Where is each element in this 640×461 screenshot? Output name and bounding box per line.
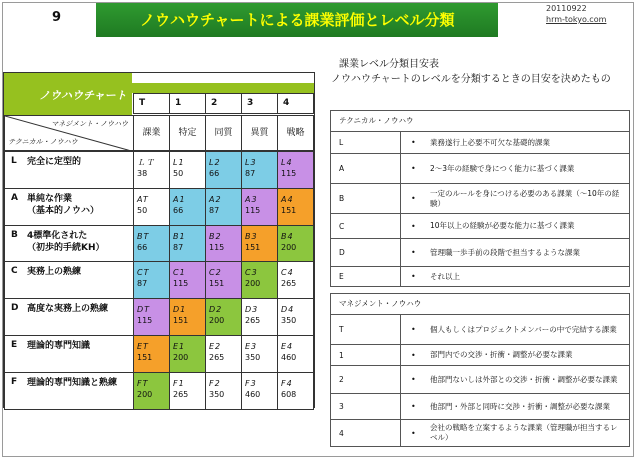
cell-value: 265 <box>173 389 189 399</box>
column-divider <box>400 315 401 344</box>
bullet-icon: • <box>411 375 416 384</box>
matrix-cell <box>169 225 206 263</box>
technical-table-header: テクニカル・ノウハウ <box>331 111 629 132</box>
table-row <box>331 366 629 394</box>
row-name: 単純な作業 （基本的ノウハ） <box>27 193 100 216</box>
matrix-cell <box>133 151 170 189</box>
level-description: 業務遂行上必要不可欠な基礎的課業 <box>430 137 550 147</box>
column-name: 同質 <box>205 115 242 151</box>
column-code: 3 <box>241 93 278 114</box>
right-description: ノウハウチャートのレベルを分類するときの目安を決めたもの <box>331 74 611 85</box>
row-name: 実務上の熟練 <box>27 267 82 278</box>
column-code: 2 <box>205 93 242 114</box>
cell-value: 50 <box>173 169 184 178</box>
matrix-cell <box>241 335 278 373</box>
row-header <box>4 188 134 226</box>
cell-code: D3 <box>245 305 259 315</box>
cell-code: C3 <box>245 268 258 278</box>
matrix-cell <box>205 335 242 373</box>
cell-code: CT <box>137 268 150 278</box>
management-table-header: マネジメント・ノウハウ <box>331 294 629 315</box>
column-code: 1 <box>169 93 206 114</box>
cell-code: L3 <box>245 158 257 167</box>
matrix-cell <box>241 188 278 226</box>
level-description: 10年以上の経験が必要な能力に基づく課業 <box>430 221 575 230</box>
bullet-icon: • <box>411 402 416 411</box>
matrix-cell <box>205 298 242 336</box>
matrix-cell <box>169 261 206 299</box>
row-code: E <box>11 340 18 350</box>
cell-code: F3 <box>245 378 257 388</box>
matrix-cell <box>169 372 206 410</box>
cell-value: 350 <box>245 353 261 362</box>
cell-code: F4 <box>281 378 293 388</box>
bullet-icon: • <box>411 194 416 203</box>
axis-corner-cell <box>4 115 134 151</box>
table-row <box>331 184 629 214</box>
cell-code: DT <box>137 305 151 315</box>
matrix-cell <box>133 225 170 263</box>
cell-value: 50 <box>137 205 148 215</box>
matrix-cell <box>241 151 278 189</box>
chart-title-box <box>4 73 132 117</box>
cell-value: 200 <box>209 316 225 326</box>
row-code: B <box>11 229 18 240</box>
level-description: 他部門ないしは外部との交渉・折衝・調整が必要な課業 <box>430 374 618 384</box>
table-row <box>331 420 629 446</box>
management-level-table <box>330 293 630 447</box>
cell-code: AT <box>137 194 149 204</box>
cell-code: A2 <box>209 194 222 204</box>
row-header <box>4 151 134 189</box>
row-header <box>4 335 134 373</box>
column-divider <box>400 366 401 393</box>
table-row <box>331 239 629 267</box>
matrix-cell <box>241 298 278 336</box>
matrix-cell <box>205 372 242 410</box>
cell-code: A1 <box>173 194 186 204</box>
cell-code: B3 <box>245 231 258 241</box>
level-code: A <box>339 164 345 173</box>
matrix-cell <box>169 188 206 226</box>
bullet-icon: • <box>411 164 416 173</box>
level-code: 2 <box>339 375 344 384</box>
cell-value: 38 <box>137 169 148 178</box>
cell-value: 115 <box>173 279 189 289</box>
bullet-icon: • <box>411 350 416 360</box>
cell-code: F2 <box>209 378 221 388</box>
matrix-cell <box>277 151 314 189</box>
cell-value: 608 <box>281 389 297 399</box>
cell-value: 87 <box>245 169 256 178</box>
table-row <box>331 154 629 184</box>
cell-value: 66 <box>137 242 148 252</box>
matrix-cell <box>133 298 170 336</box>
cell-value: 200 <box>137 389 153 399</box>
level-code: L <box>339 138 344 147</box>
cell-code: BT <box>137 231 150 241</box>
axis-management-label: マネジメント・ノウハウ <box>51 120 128 128</box>
cell-value: 151 <box>173 316 189 326</box>
column-name: 特定 <box>169 115 206 151</box>
level-code: 4 <box>339 428 344 438</box>
level-description: 会社の戦略を立案するような課業（管理職が担当するレベル） <box>430 423 618 442</box>
page-title-banner: ノウハウチャートによる課業評価とレベル分類 <box>96 3 498 37</box>
table-row <box>331 267 629 286</box>
doc-id: 20110922 <box>546 4 587 13</box>
site-url[interactable]: hrm-tokyo.com <box>546 15 607 24</box>
column-divider <box>400 154 401 183</box>
level-description: 一定のルールを身につける必要のある課業（～10年の経験） <box>430 188 620 208</box>
level-description: 個人もしくはプロジェクトメンバーの中で完結する課業 <box>430 324 617 334</box>
bullet-icon: • <box>411 272 416 281</box>
cell-value: 151 <box>209 279 225 289</box>
column-divider <box>400 394 401 419</box>
cell-code: D4 <box>281 305 295 315</box>
column-divider <box>400 214 401 238</box>
level-description: 他部門・外部と同時に交渉・折衝・調整が必要な課業 <box>430 401 610 411</box>
matrix-cell <box>205 151 242 189</box>
technical-level-table <box>330 110 630 287</box>
cell-value: 115 <box>245 205 261 215</box>
cell-code: L2 <box>209 158 221 167</box>
cell-code: L4 <box>281 158 293 167</box>
cell-value: 87 <box>209 205 220 215</box>
cell-code: C2 <box>209 268 222 278</box>
cell-value: 87 <box>173 242 184 252</box>
cell-code: ＬＴ <box>137 158 155 167</box>
level-code: C <box>339 221 345 231</box>
row-name: 理論的専門知識 <box>27 341 91 351</box>
cell-value: 265 <box>281 279 297 289</box>
row-name: 完全に定型的 <box>27 157 82 167</box>
cell-code: ET <box>137 342 149 351</box>
column-divider <box>400 239 401 266</box>
bullet-icon: • <box>411 428 416 438</box>
matrix-cell <box>133 261 170 299</box>
row-code: A <box>11 192 18 203</box>
page-number: 9 <box>52 10 62 25</box>
chart-title-bar <box>132 83 314 93</box>
bullet-icon: • <box>411 248 416 257</box>
matrix-cell <box>277 188 314 226</box>
bullet-icon: • <box>411 221 416 231</box>
row-header <box>4 225 134 263</box>
column-name: 異質 <box>241 115 278 151</box>
cell-code: E4 <box>281 342 294 351</box>
cell-value: 200 <box>281 242 297 252</box>
cell-value: 115 <box>209 242 225 252</box>
cell-value: 115 <box>137 316 153 326</box>
matrix-cell <box>277 372 314 410</box>
axis-technical-label: テクニカル・ノウハウ <box>8 138 78 146</box>
level-description: それ以上 <box>430 271 460 281</box>
table-row <box>331 315 629 345</box>
row-name: 4標準化された （初歩的手続KH） <box>27 230 105 253</box>
cell-value: 350 <box>209 389 225 399</box>
matrix-cell <box>169 298 206 336</box>
row-header <box>4 261 134 299</box>
cell-code: C4 <box>281 268 294 278</box>
cell-code: F1 <box>173 378 185 388</box>
cell-value: 87 <box>137 279 148 289</box>
column-code: 4 <box>277 93 314 114</box>
matrix-cell <box>205 188 242 226</box>
cell-value: 200 <box>173 353 189 362</box>
cell-value: 265 <box>245 316 261 326</box>
column-code: T <box>133 93 170 114</box>
level-code: 1 <box>339 350 344 360</box>
table-row <box>331 214 629 239</box>
level-description: 管理職一歩手前の段階で担当するような課業 <box>430 247 580 257</box>
level-code: 3 <box>339 402 344 411</box>
cell-code: D2 <box>209 305 223 315</box>
column-divider <box>400 132 401 153</box>
cell-value: 350 <box>281 316 297 326</box>
matrix-cell <box>169 335 206 373</box>
matrix-cell <box>205 225 242 263</box>
cell-value: 151 <box>245 242 261 252</box>
cell-value: 66 <box>209 169 220 178</box>
level-code: B <box>339 194 345 203</box>
row-code: C <box>11 266 18 277</box>
cell-value: 151 <box>137 353 153 362</box>
table-row <box>331 345 629 366</box>
level-description: 2～3年の経験で身につく能力に基づく課業 <box>430 163 575 173</box>
row-header <box>4 372 134 410</box>
matrix-cell <box>277 335 314 373</box>
cell-code: A3 <box>245 194 258 204</box>
matrix-cell <box>241 225 278 263</box>
column-name: 課業 <box>133 115 170 151</box>
row-name: 理論的専門知識と熟練 <box>27 377 118 388</box>
cell-value: 66 <box>173 205 184 215</box>
matrix-cell <box>169 151 206 189</box>
cell-value: 200 <box>245 279 261 289</box>
column-divider <box>400 420 401 446</box>
cell-code: B2 <box>209 231 222 241</box>
cell-code: E1 <box>173 342 186 351</box>
column-divider <box>400 184 401 213</box>
cell-code: E2 <box>209 342 222 351</box>
table-row <box>331 132 629 154</box>
matrix-cell <box>241 372 278 410</box>
level-code: D <box>339 248 345 257</box>
cell-value: 460 <box>281 353 297 362</box>
cell-code: L1 <box>173 158 185 167</box>
column-name: 戦略 <box>277 115 314 151</box>
cell-value: 115 <box>281 169 297 178</box>
bullet-icon: • <box>411 138 416 147</box>
column-divider <box>400 345 401 365</box>
level-code: E <box>339 272 344 281</box>
matrix-cell <box>277 225 314 263</box>
cell-code: C1 <box>173 268 186 278</box>
matrix-cell <box>241 261 278 299</box>
matrix-cell <box>133 188 170 226</box>
row-header <box>4 298 134 336</box>
cell-code: E3 <box>245 342 258 351</box>
row-code: L <box>11 156 17 166</box>
matrix-cell <box>205 261 242 299</box>
cell-code: B1 <box>173 231 186 241</box>
bullet-icon: • <box>411 325 416 334</box>
matrix-cell <box>277 261 314 299</box>
cell-value: 151 <box>281 205 297 215</box>
level-code: T <box>339 325 344 334</box>
matrix-cell <box>133 372 170 410</box>
cell-value: 460 <box>245 389 261 399</box>
matrix-cell <box>133 335 170 373</box>
column-divider <box>400 267 401 286</box>
table-row <box>331 394 629 420</box>
cell-value: 265 <box>209 353 225 362</box>
matrix-cell <box>277 298 314 336</box>
cell-code: D1 <box>173 305 187 315</box>
level-description: 部門内での交渉・折衝・調整が必要な課業 <box>430 350 573 359</box>
cell-code: A4 <box>281 194 294 204</box>
cell-code: B4 <box>281 231 294 241</box>
row-code: D <box>11 303 19 314</box>
row-code: F <box>11 376 18 387</box>
right-title: 課業レベル分類目安表 <box>339 59 439 70</box>
chart-title: ノウハウチャート <box>39 89 127 102</box>
knowhow-chart <box>3 72 315 408</box>
row-name: 高度な実務上の熟練 <box>27 304 109 315</box>
cell-code: FT <box>137 378 149 388</box>
